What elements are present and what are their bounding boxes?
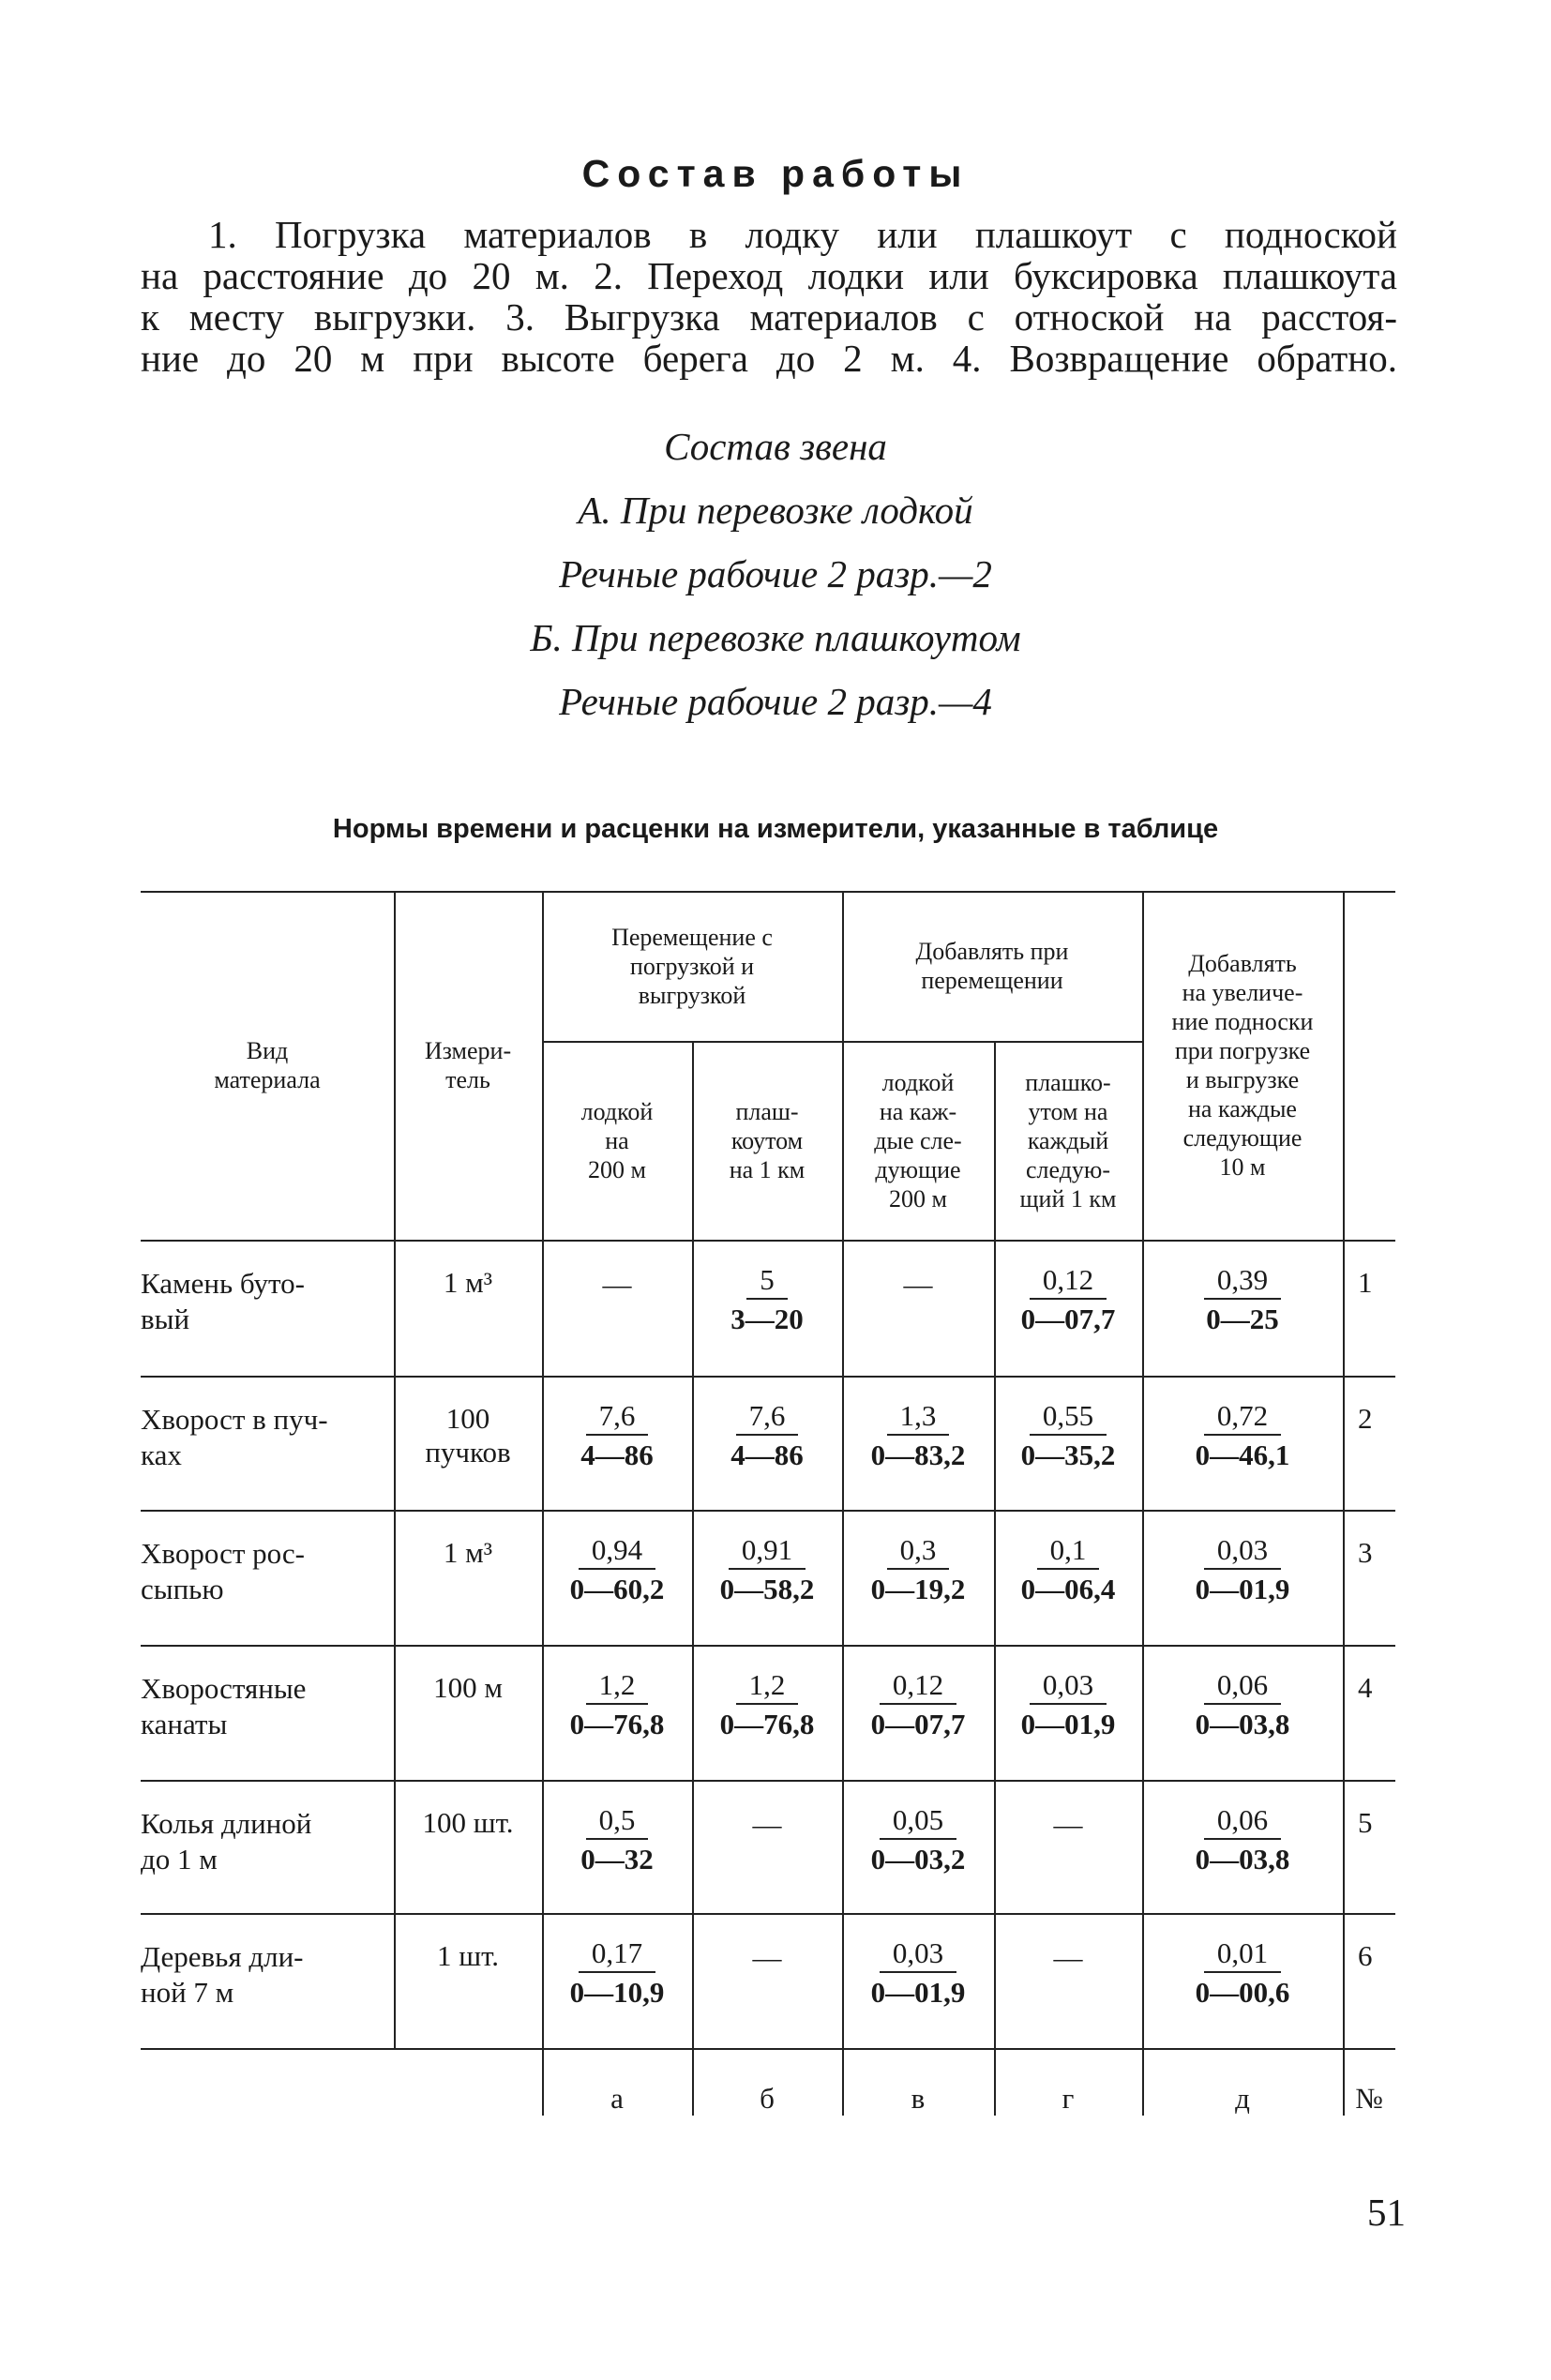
row-material-name: [141, 1806, 375, 1877]
norm-cell: [692, 1532, 842, 1609]
price-rate: 0—07,7: [1020, 1303, 1116, 1335]
header-line: 200 м: [588, 1155, 646, 1183]
header-line: перемещении: [921, 967, 1063, 994]
header-add-group: [842, 891, 1142, 1041]
price-rate: 0—76,8: [569, 1708, 665, 1740]
time-norm: 0,06: [1204, 1802, 1281, 1840]
row-material-line: Камень буто-: [141, 1267, 305, 1300]
norm-cell: [842, 1532, 994, 1609]
column-letter: а: [610, 2082, 624, 2115]
work-description: [141, 214, 1397, 379]
row-material-line: Деревья дли-: [141, 1940, 304, 1973]
header-line: на каж-: [879, 1097, 957, 1125]
header-line: на увеличе-: [1182, 979, 1303, 1006]
norm-cell: [842, 1667, 994, 1744]
norm-cell: [842, 1398, 994, 1475]
price-rate: 0—03,8: [1195, 1843, 1290, 1875]
empty-cell-dash: —: [1053, 1941, 1083, 1974]
row-material-name: [141, 1266, 375, 1337]
table-rule: [1343, 891, 1345, 2116]
work-line: ние до 20 м при высоте берега до 2 м. 4. Возвращение обратно.: [141, 337, 1397, 380]
price-rate: 0—32: [580, 1843, 654, 1875]
row-material-name: [141, 1939, 375, 2011]
time-norm: 0,03: [1030, 1667, 1107, 1705]
row-number: 3: [1358, 1536, 1373, 1569]
row-unit: [394, 1939, 542, 1973]
crew-title: Состав звена: [664, 425, 887, 468]
header-line: Добавлять: [1188, 950, 1297, 977]
header-line: щий 1 км: [1019, 1184, 1117, 1213]
norm-cell: [692, 1398, 842, 1475]
price-rate: 0—60,2: [569, 1573, 665, 1605]
row-unit: [394, 1671, 542, 1705]
table-rule: [141, 1240, 1395, 1242]
row-number: 6: [1358, 1939, 1373, 1972]
row-unit-line: 1 шт.: [436, 1939, 500, 1972]
header-add-carry: [1142, 891, 1343, 1240]
crew-b-title: Б. При перевозке плашкоутом: [530, 616, 1021, 659]
table-rule: [141, 1913, 1395, 1915]
row-unit-line: пучков: [425, 1436, 511, 1469]
header-line: утом на: [1028, 1097, 1108, 1125]
header-line: лодкой: [881, 1068, 955, 1096]
price-rate: 0—01,9: [1020, 1708, 1116, 1740]
header-line: лодкой: [580, 1097, 654, 1125]
norm-cell: [542, 1398, 692, 1475]
price-rate: 0—01,9: [1195, 1573, 1290, 1605]
price-rate: 0—10,9: [569, 1976, 665, 2009]
header-line: следующие: [1182, 1124, 1303, 1152]
header-line: на: [605, 1126, 629, 1154]
row-material-line: сыпью: [141, 1573, 224, 1605]
row-unit: [394, 1806, 542, 1840]
header-line: материала: [214, 1066, 321, 1093]
price-rate: 0—25: [1206, 1303, 1279, 1335]
row-material-line: ной 7 м: [141, 1976, 234, 2009]
time-norm: 0,72: [1204, 1398, 1281, 1436]
work-line: 1. Погрузка материалов в лодку или плашкоут с подноской: [208, 213, 1397, 256]
table-caption: Нормы времени и расценки на измерители, указанные в таблице: [332, 814, 1219, 844]
time-norm: 0,03: [880, 1936, 956, 1973]
price-rate: 0—19,2: [870, 1573, 966, 1605]
norm-cell: [994, 1262, 1142, 1339]
time-norm: 0,06: [1204, 1667, 1281, 1705]
time-norm: 0,5: [586, 1802, 649, 1840]
price-rate: 0—35,2: [1020, 1439, 1116, 1471]
row-material-name: [141, 1402, 375, 1473]
header-line: плашко-: [1025, 1068, 1111, 1096]
time-norm: 0,17: [579, 1936, 655, 1973]
price-rate: 0—46,1: [1195, 1439, 1290, 1471]
price-rate: 0—58,2: [719, 1573, 815, 1605]
work-line: на расстояние до 20 м. 2. Переход лодки или буксировка плашкоута: [141, 254, 1397, 297]
norm-cell: [692, 1262, 842, 1339]
price-rate: 0—76,8: [719, 1708, 815, 1740]
header-col-b: [692, 1041, 842, 1240]
table-rule: [141, 1780, 1395, 1782]
row-material-name: [141, 1536, 375, 1607]
row-material-line: Хворост в пуч-: [141, 1403, 328, 1436]
row-unit-line: 1 м³: [443, 1536, 493, 1569]
empty-cell-dash: —: [752, 1941, 782, 1974]
row-number: 1: [1358, 1266, 1373, 1299]
norm-cell: [1142, 1667, 1343, 1744]
norm-cell: [542, 1667, 692, 1744]
price-rate: 4—86: [580, 1439, 654, 1471]
header-line: следую-: [1025, 1155, 1111, 1183]
row-unit-line: 100 шт.: [422, 1806, 514, 1839]
header-line: ние подноски: [1171, 1008, 1314, 1035]
row-material-name: [141, 1671, 375, 1742]
header-line: Вид: [246, 1037, 289, 1064]
row-material-line: Хворост рос-: [141, 1537, 305, 1570]
norm-cell: [994, 1667, 1142, 1744]
norm-cell: [994, 1532, 1142, 1609]
time-norm: 5: [746, 1262, 788, 1300]
norm-cell: [542, 1936, 692, 2012]
page-number: 51: [1367, 2191, 1406, 2234]
price-rate: 0—07,7: [870, 1708, 966, 1740]
time-norm: 7,6: [736, 1398, 799, 1436]
norm-cell: [1142, 1802, 1343, 1879]
empty-cell-dash: —: [903, 1268, 933, 1301]
row-material-line: вый: [141, 1303, 190, 1335]
norm-cell: [842, 1802, 994, 1879]
header-line: при погрузке: [1174, 1037, 1311, 1064]
price-rate: 0—00,6: [1195, 1976, 1290, 2009]
header-line: дующие: [875, 1155, 961, 1183]
row-unit-line: 1 м³: [443, 1266, 493, 1299]
section-title: Состав работы: [581, 152, 970, 195]
header-line: плаш-: [735, 1097, 799, 1125]
header-line: тель: [445, 1066, 490, 1093]
header-unit: [394, 891, 542, 1240]
time-norm: 0,05: [880, 1802, 956, 1840]
table-rule: [141, 1645, 1395, 1647]
column-letter: б: [760, 2082, 775, 2115]
header-col-a: [542, 1041, 692, 1240]
time-norm: 0,03: [1204, 1532, 1281, 1570]
row-material-line: до 1 м: [141, 1843, 218, 1875]
crew-a-workers: Речные рабочие 2 разр.—2: [559, 552, 992, 595]
time-norm: 0,91: [729, 1532, 806, 1570]
norm-cell: [1142, 1532, 1343, 1609]
header-move-group: [542, 891, 842, 1041]
time-norm: 0,12: [880, 1667, 956, 1705]
price-rate: 0—01,9: [870, 1976, 966, 2009]
column-letter: г: [1062, 2082, 1075, 2115]
column-letter: в: [911, 2082, 926, 2115]
price-rate: 0—06,4: [1020, 1573, 1116, 1605]
row-unit: [394, 1536, 542, 1570]
time-norm: 0,94: [579, 1532, 655, 1570]
price-rate: 0—03,2: [870, 1843, 966, 1875]
row-material-line: канаты: [141, 1708, 228, 1740]
header-col-g: [994, 1041, 1142, 1240]
header-line: Измери-: [424, 1037, 512, 1064]
price-rate: 0—03,8: [1195, 1708, 1290, 1740]
header-line: выгрузкой: [638, 981, 746, 1009]
row-material-line: ках: [141, 1439, 182, 1471]
time-norm: 0,01: [1204, 1936, 1281, 1973]
norm-cell: [994, 1398, 1142, 1475]
row-material-line: Хворостяные: [141, 1672, 307, 1705]
header-line: на 1 км: [729, 1155, 806, 1183]
header-material: [141, 891, 394, 1240]
price-rate: 3—20: [730, 1303, 804, 1335]
empty-cell-dash: —: [602, 1268, 632, 1301]
crew-b-workers: Речные рабочие 2 разр.—4: [559, 680, 992, 723]
header-col-v: [842, 1041, 994, 1240]
norm-cell: [692, 1667, 842, 1744]
norm-cell: [1142, 1262, 1343, 1339]
crew-a-title: А. При перевозке лодкой: [578, 489, 973, 532]
time-norm: 0,55: [1030, 1398, 1107, 1436]
header-line: Перемещение с: [611, 923, 773, 951]
column-letter: д: [1235, 2082, 1250, 2115]
norm-cell: [842, 1936, 994, 2012]
time-norm: 1,2: [736, 1667, 799, 1705]
time-norm: 0,12: [1030, 1262, 1107, 1300]
norm-cell: [1142, 1936, 1343, 2012]
header-line: 10 м: [1219, 1153, 1266, 1181]
time-norm: 0,3: [887, 1532, 950, 1570]
header-line: дые сле-: [874, 1126, 962, 1154]
table-rule: [141, 2048, 1395, 2050]
row-number: 5: [1358, 1806, 1373, 1839]
time-norm: 1,3: [887, 1398, 950, 1436]
header-line: погрузкой и: [629, 952, 755, 980]
norm-cell: [1142, 1398, 1343, 1475]
norm-cell: [542, 1532, 692, 1609]
empty-cell-dash: —: [1053, 1808, 1083, 1841]
row-unit-line: 100 м: [433, 1671, 503, 1704]
column-letter: №: [1355, 2082, 1383, 2115]
time-norm: 0,39: [1204, 1262, 1281, 1300]
time-norm: 0,1: [1037, 1532, 1100, 1570]
row-number: 2: [1358, 1402, 1373, 1435]
empty-cell-dash: —: [752, 1808, 782, 1841]
work-line: к месту выгрузки. 3. Выгрузка материалов с отноской на расстоя-: [141, 295, 1397, 339]
row-unit: [394, 1402, 542, 1469]
row-unit-line: 100: [445, 1402, 490, 1435]
time-norm: 1,2: [586, 1667, 649, 1705]
header-line: и выгрузке: [1185, 1066, 1300, 1093]
header-line: каждый: [1027, 1126, 1109, 1154]
time-norm: 7,6: [586, 1398, 649, 1436]
norm-cell: [542, 1802, 692, 1879]
header-line: на каждые: [1188, 1095, 1297, 1122]
table-rule: [141, 1510, 1395, 1512]
header-line: коутом: [730, 1126, 804, 1154]
header-line: 200 м: [889, 1184, 947, 1213]
row-material-line: Колья длиной: [141, 1807, 312, 1840]
price-rate: 0—83,2: [870, 1439, 966, 1471]
header-line: Добавлять при: [915, 938, 1069, 965]
row-number: 4: [1358, 1671, 1373, 1704]
price-rate: 4—86: [730, 1439, 804, 1471]
row-unit: [394, 1266, 542, 1300]
table-rule: [141, 1376, 1395, 1378]
